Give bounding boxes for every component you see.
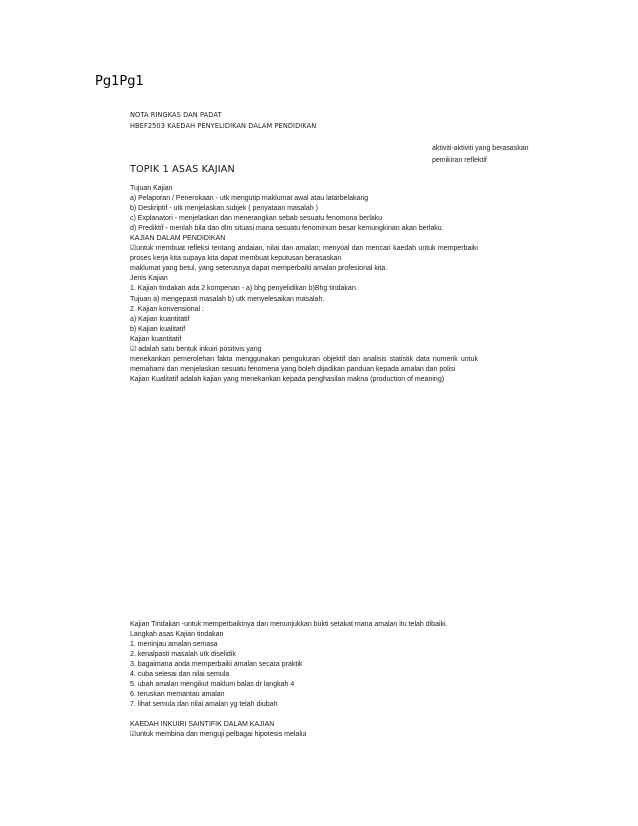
langkah-step-1: 1. meninjau amalan semasa	[130, 641, 218, 649]
kuantitatif-text: menekankan pemerolehan fakta menggunakan pengukuran objektif dan analisis statistik data numerik untuk memahami dan menjelaskan sesuatu fenomena yang boleh dijadikan panduan kepada amalan dan polisi	[130, 355, 478, 373]
langkah-step-5: 5. ubah amalan mengikut maklum balas dr langkah 4	[130, 681, 295, 689]
saintifik-point: ☑untuk membina dan menguji pelbagai hipotesis melalui	[130, 731, 307, 739]
section-spacer	[130, 710, 478, 720]
tujuan-item-c: c) Explanatori - menjelaskan dan menerangkan sebab sesuatu fenomona berlaku	[130, 215, 383, 223]
header-subtitle: NOTA RINGKAS DAN PADAT	[130, 111, 222, 119]
langkah-heading: Langkah asas Kajian tindakan	[130, 631, 224, 639]
page-label: Pg1Pg1	[95, 74, 144, 89]
section-asas-kajian	[130, 184, 478, 385]
tujuan-item-d: d) Prediktif - menlah bila dan dlm situasi mana sesuatu fenominum besar kemungkinan akan berlaku.	[130, 225, 444, 233]
langkah-step-7: 7. lihat semula dan nilai amalan yg telah diubah	[130, 701, 278, 709]
tujuan-item-b: b) Deskriptif - utk menjelaskan subjek ( penyataan masalah )	[130, 205, 318, 213]
jenis-item-1-tujuan: Tujuan a) mengepasti masalah b) utk menyelesaikan masalah.	[130, 295, 325, 303]
jenis-item-2b: b) Kajian kualitatif	[130, 325, 186, 333]
kajian-pendidikan-heading: KAJIAN DALAM PENDIDIKAN	[130, 235, 226, 243]
jenis-item-2: 2. Kajian konvensional :	[130, 305, 204, 313]
kuantitatif-point: ☑ adalah satu bentuk inkuiri positivis yang	[130, 345, 262, 353]
jenis-heading: Jenis Kajian	[130, 275, 168, 283]
kajian-pendidikan-text-1: ☑untuk membuat refleksi tentang andaian, nilai dan amalan; menyoal dan mencari kaedah untuk memperbaiki proses kerja kita supaya kita dapat membuat keputusan berasaskan	[130, 245, 478, 263]
langkah-step-4: 4. cuba selesai dan nilai semula	[130, 671, 230, 679]
saintifik-heading: KAEDAH INKUIRI SAINTIFIK DALAM KAJIAN	[130, 721, 275, 729]
topic-title: TOPIK 1 ASAS KAJIAN	[130, 164, 235, 175]
langkah-step-2: 2. kenalpasti masalah utk diselidik	[130, 651, 236, 659]
kajian-pendidikan-text-2: maklumat yang betul, yang seterusnya dapat memperbaiki amalan profesional kita.	[130, 265, 388, 273]
langkah-step-6: 6. teruskan memantau amalan	[130, 691, 225, 699]
langkah-step-3: 3. bagaimana anda memperbaiki amalan secara praktik	[130, 661, 303, 669]
tujuan-item-a: a) Pelaporan / Penerokaan - utk mengutip maklumat awal atau latarbelakang	[130, 195, 369, 203]
header-course-title: HBEF2503 KAEDAH PENYELIDIKAN DALAM PENDIDIKAN	[130, 122, 317, 130]
jenis-item-1: 1. Kajian tindakan ada 2 kompenan - a) bhg penyelidikan b)Bhg tindakan.	[130, 285, 358, 293]
kualitatif-text: Kajian Kualitatif adalah kajian yang menekankan kepada penghasilan makna (production of meaning)	[130, 375, 445, 383]
side-note	[432, 143, 562, 167]
side-note-line-1: aktiviti-aktiviti yang berasaskan	[432, 145, 529, 152]
section-kajian-tindakan	[130, 620, 478, 741]
side-note-line-2: pemikiran reflektif	[432, 157, 487, 164]
tujuan-heading: Tujuan Kajian	[130, 185, 173, 192]
tindakan-text: Kajian Tindakan -untuk memperbaikinya dan menunjukkan bukti setakat mana amalan itu telah dibaiki.	[130, 621, 448, 628]
kuantitatif-heading: Kajian kuantitatif	[130, 335, 182, 343]
jenis-item-2a: a) Kajian kuantitatif	[130, 315, 190, 323]
document-header	[130, 110, 316, 132]
